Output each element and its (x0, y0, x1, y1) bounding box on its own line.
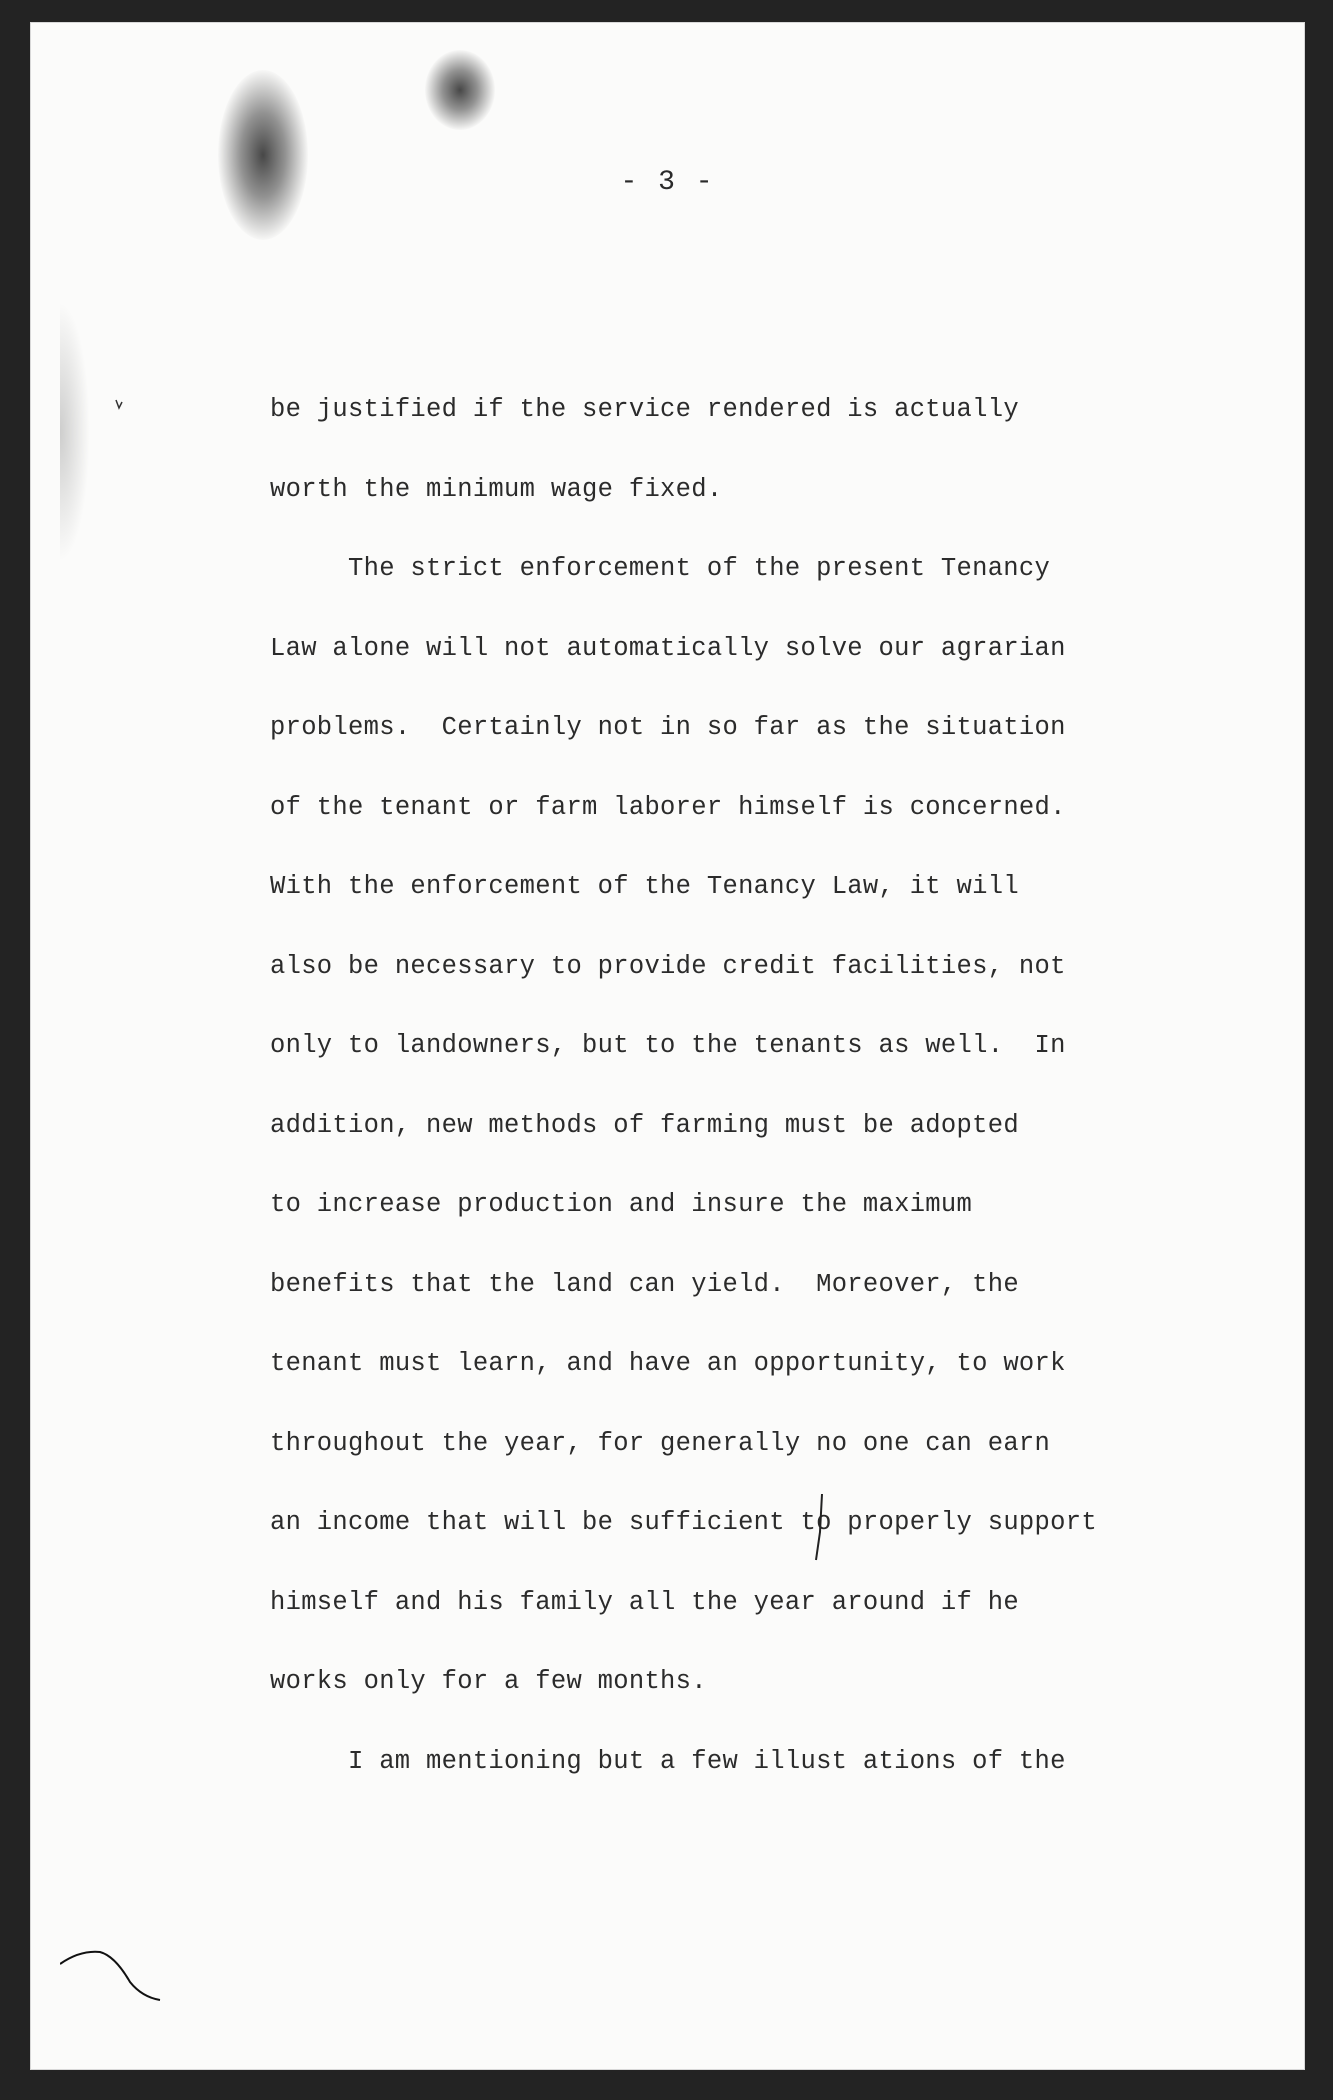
text-line: problems. Certainly not in so far as the situation (270, 713, 1066, 742)
text-line: an income that will be sufficient to properly support (270, 1508, 1097, 1537)
stray-mark (114, 398, 124, 410)
text-line: I am mentioning but a few illust ations of the (348, 1746, 1066, 1776)
pen-stroke-mark (60, 1942, 170, 2002)
text-line: benefits that the land can yield. Moreover, the (270, 1269, 1019, 1299)
text-line: only to landowners, but to the tenants as well. In (270, 1031, 1066, 1060)
text-line: be justified if the service rendered is actually (270, 395, 1019, 424)
page-number: - 3 - (620, 167, 715, 198)
text-line: of the tenant or farm laborer himself is concerned. (270, 792, 1066, 822)
page-edge-shadow (60, 302, 90, 562)
text-line: With the enforcement of the Tenancy Law, it will (270, 872, 1019, 901)
handwritten-insertion-mark (810, 1492, 830, 1562)
ink-smudge (425, 50, 495, 130)
document-page (30, 22, 1305, 2070)
text-line: The strict enforcement of the present Tenancy (348, 554, 1051, 583)
text-line: works only for a few months. (270, 1667, 707, 1696)
text-line: addition, new methods of farming must be adopted (270, 1110, 1019, 1140)
text-line: tenant must learn, and have an opportunity, to work (270, 1349, 1066, 1378)
text-line: to increase production and insure the maximum (270, 1190, 973, 1219)
body-text (270, 370, 1130, 1801)
text-line: himself and his family all the year around if he (270, 1587, 1019, 1617)
text-line: Law alone will not automatically solve our agrarian (270, 633, 1066, 663)
text-line: also be necessary to provide credit facilities, not (270, 951, 1066, 981)
ink-smudge (218, 70, 308, 240)
text-line: throughout the year, for generally no one can earn (270, 1428, 1051, 1458)
text-line: worth the minimum wage fixed. (270, 474, 723, 504)
